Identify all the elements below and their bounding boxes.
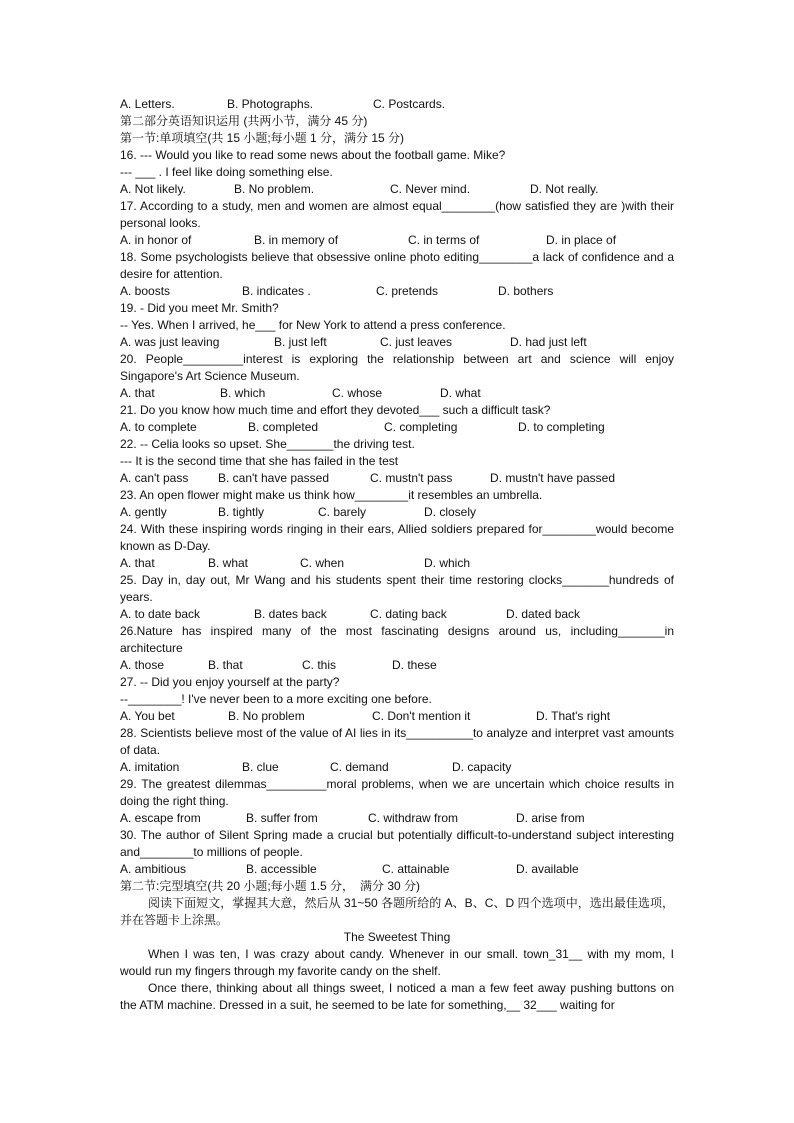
options-q29 — [120, 810, 674, 827]
option-a: A. was just leaving — [120, 335, 220, 349]
options-q24 — [120, 555, 674, 572]
options-q26 — [120, 657, 674, 674]
option-b: B. indicates . — [242, 284, 311, 298]
options-q18 — [120, 283, 674, 300]
option-c: C. this — [302, 658, 337, 672]
question-23: 23. An open flower might make us think how________it resembles an umbrella. — [120, 488, 543, 502]
question-21: 21. Do you know how much time and effort they devoted___ such a difficult task? — [120, 403, 551, 417]
options-q27 — [120, 708, 674, 725]
option-a: A. ambitious — [120, 862, 187, 876]
option-a: A. those — [120, 658, 165, 672]
option-c: C. barely — [318, 505, 367, 519]
option-b: B. completed — [248, 420, 319, 434]
option-b: B. just left — [274, 335, 327, 349]
options-q19 — [120, 334, 674, 351]
option-d: D. what — [440, 386, 481, 400]
option-d: D. which — [424, 556, 471, 570]
option-d: D. available — [516, 862, 579, 876]
option-d: D. in place of — [546, 233, 617, 247]
cloze-instructions: 阅读下面短文，掌握其大意，然后从 31~50 各题所给的 A、B、C、D 四个选项中，选出最佳选项，并在答题卡上涂黑。 — [120, 896, 674, 927]
question-24: 24. With these inspiring words ringing in their ears, Allied soldiers prepared for________would become known as D-Day. — [120, 522, 674, 553]
option-a: A. to date back — [120, 607, 201, 621]
option-c: C. just leaves — [380, 335, 453, 349]
options-q28 — [120, 759, 674, 776]
options-q30 — [120, 861, 674, 878]
option-d: D. to completing — [518, 420, 605, 434]
option-a: A. in honor of — [120, 233, 192, 247]
option-a: A. that — [120, 556, 155, 570]
option-b: B. No problem — [228, 709, 305, 723]
options-q20 — [120, 385, 674, 402]
options-q23 — [120, 504, 674, 521]
option-b: B. that — [208, 658, 243, 672]
exam-page — [120, 96, 674, 1014]
question-17: 17. According to a study, men and women are almost equal________(how satisfied they are )with their personal looks. — [120, 199, 674, 230]
option-d: D. had just left — [510, 335, 587, 349]
option-c: C. demand — [330, 760, 389, 774]
option-c: C. pretends — [376, 284, 439, 298]
option-c: C. attainable — [382, 862, 450, 876]
option-b: B. tightly — [218, 505, 265, 519]
option-d: D. arise from — [516, 811, 585, 825]
subsection-heading: 第一节:单项填空(共 15 小题;每小题 1 分，满分 15 分) — [120, 131, 405, 145]
question-27-reply: --________! I've never been to a more exciting one before. — [120, 692, 432, 706]
question-19-reply: -- Yes. When I arrived, he___ for New York to attend a press conference. — [120, 318, 506, 332]
option-d: D. closely — [424, 505, 477, 519]
option-b: B. Photographs. — [227, 97, 314, 111]
option-d: D. bothers — [498, 284, 554, 298]
option-a: A. You bet — [120, 709, 175, 723]
option-d: D. dated back — [506, 607, 581, 621]
option-b: B. in memory of — [254, 233, 339, 247]
options-q21 — [120, 419, 674, 436]
question-16-reply: --- ___ . I feel like doing something else. — [120, 165, 333, 179]
option-b: B. what — [208, 556, 249, 570]
question-18: 18. Some psychologists believe that obsessive online photo editing________a lack of confidence and a desire for attention. — [120, 250, 674, 281]
question-19: 19. - Did you meet Mr. Smith? — [120, 301, 279, 315]
option-a: A. boosts — [120, 284, 171, 298]
option-a: A. Letters. — [120, 97, 175, 111]
options-q17 — [120, 232, 674, 249]
option-c: C. mustn't pass — [370, 471, 453, 485]
option-d: D. Not really. — [530, 182, 599, 196]
question-26: 26.Nature has inspired many of the most fascinating designs around us, including_______in architecture — [120, 624, 674, 655]
option-c: C. Postcards. — [373, 97, 446, 111]
option-a: A. gently — [120, 505, 167, 519]
option-a: A. that — [120, 386, 155, 400]
option-b: B. accessible — [246, 862, 317, 876]
options-q22 — [120, 470, 674, 487]
option-c: C. withdraw from — [368, 811, 459, 825]
option-c: C. Don't mention it — [372, 709, 471, 723]
passage-paragraph-2: Once there, thinking about all things sweet, I noticed a man a few feet away pushing buttons on the ATM machine. Dressed in a suit, he seemed to be late for something,__ 32___ waiting for — [120, 981, 674, 1012]
options-q25 — [120, 606, 674, 623]
option-b: B. dates back — [254, 607, 327, 621]
option-b: B. can't have passed — [218, 471, 330, 485]
question-27: 27. -- Did you enjoy yourself at the party? — [120, 675, 340, 689]
question-28: 28. Scientists believe most of the value of AI lies in its__________to analyze and interpret vast amounts of data. — [120, 726, 674, 757]
option-c: C. Never mind. — [390, 182, 471, 196]
option-a: A. imitation — [120, 760, 180, 774]
question-20: 20. People_________interest is exploring the relationship between art and science will enjoy Singapore's Art Science Museum. — [120, 352, 674, 383]
options-q16 — [120, 181, 674, 198]
question-16: 16. --- Would you like to read some news about the football game. Mike? — [120, 148, 506, 162]
subsection-heading-cloze: 第二节:完型填空(共 20 小题;每小题 1.5 分， 满分 30 分) — [120, 879, 421, 893]
passage-paragraph-1: When I was ten, I was crazy about candy. Whenever in our small. town_31__ with my mom, I would run my fingers through my favorite candy on the shelf. — [120, 947, 674, 978]
passage-title: The Sweetest Thing — [343, 930, 451, 944]
question-30: 30. The author of Silent Spring made a crucial but potentially difficult-to-understand subject interesting and________to millions of people. — [120, 828, 674, 859]
section-heading: 第二部分英语知识运用 (共两小节，满分 45 分) — [120, 114, 368, 128]
options-q15 — [120, 96, 674, 113]
option-d: D. these — [392, 658, 437, 672]
option-a: A. Not likely. — [120, 182, 186, 196]
question-22-reply: --- It is the second time that she has failed in the test — [120, 454, 399, 468]
option-b: B. clue — [242, 760, 279, 774]
option-d: D. capacity — [452, 760, 512, 774]
option-b: B. which — [220, 386, 266, 400]
question-22: 22. -- Celia looks so upset. She_______the driving test. — [120, 437, 415, 451]
option-c: C. dating back — [370, 607, 447, 621]
option-a: A. escape from — [120, 811, 201, 825]
option-d: D. mustn't have passed — [490, 471, 616, 485]
option-a: A. can't pass — [120, 471, 189, 485]
option-d: D. That's right — [536, 709, 611, 723]
option-b: B. suffer from — [246, 811, 318, 825]
question-29: 29. The greatest dilemmas_________moral problems, when we are uncertain which choice results in doing the right thing. — [120, 777, 674, 808]
option-c: C. in terms of — [408, 233, 480, 247]
option-b: B. No problem. — [234, 182, 315, 196]
option-c: C. whose — [332, 386, 383, 400]
question-25: 25. Day in, day out, Mr Wang and his students spent their time restoring clocks_______hundreds of years. — [120, 573, 674, 604]
option-c: C. completing — [384, 420, 458, 434]
option-a: A. to complete — [120, 420, 197, 434]
option-c: C. when — [300, 556, 345, 570]
